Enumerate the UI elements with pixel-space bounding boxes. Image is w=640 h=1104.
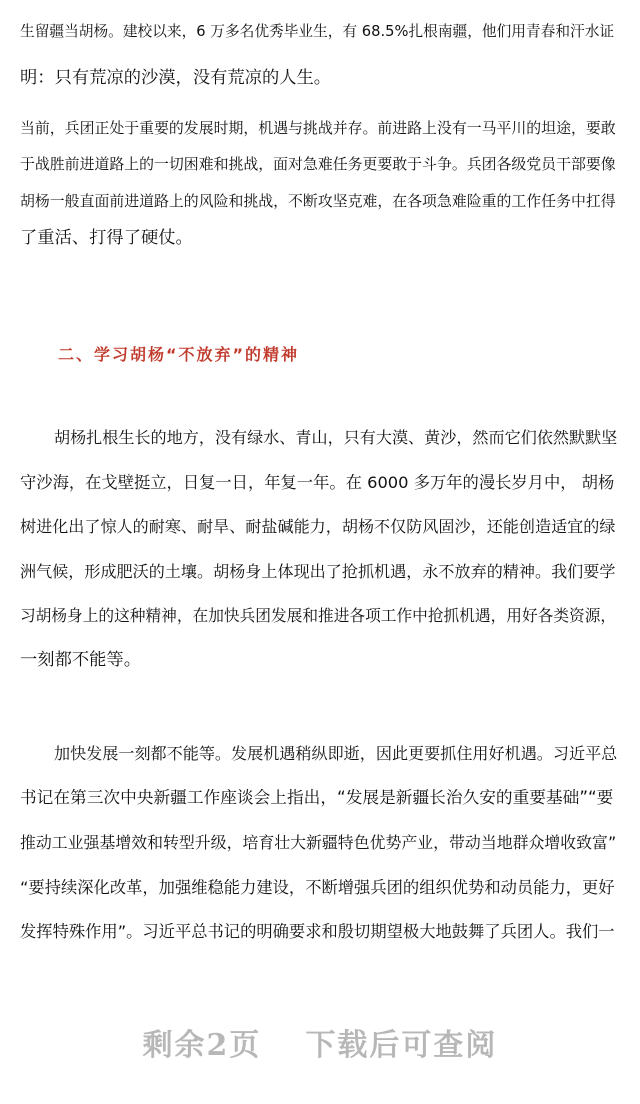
paragraph-3-line-1: 胡杨扎根生长的地方，没有绿水、青山，只有大漠、黄沙，然而它们依然默默坚 xyxy=(54,428,618,447)
paragraph-3-line-6: 一刻都不能等。 xyxy=(20,650,141,670)
paragraph-2-line-2: 于战胜前进道路上的一切困难和挑战，面对急难任务更要敢于斗争。兵团各级党员干部要像 xyxy=(20,155,616,173)
paragraph-3-line-2: 守沙海，在戈壁挺立，日复一日，年复一年。在 6000 多万年的漫长岁月中， 胡杨 xyxy=(20,473,615,492)
paragraph-3-line-5: 习胡杨身上的这种精神，在加快兵团发展和推进各项工作中抢抓机遇，用好各类资源， xyxy=(20,606,617,625)
paragraph-2-line-3: 胡杨一般直面前进道路上的风险和挑战，不断攻坚克难，在各项急难险重的工作任务中扛得 xyxy=(20,192,616,210)
paragraph-2-line-4: 了重活、打得了硬仗。 xyxy=(20,228,193,248)
section-heading: 二、学习胡杨“不放弃”的精神 xyxy=(58,345,300,364)
paragraph-4-line-5: 发挥特殊作用”。习近平总书记的明确要求和殷切期望极大地鼓舞了兵团人。我们一 xyxy=(20,922,615,941)
remaining-pages-text: 剩余2页 xyxy=(142,1028,262,1063)
paragraph-2-line-1: 当前，兵团正处于重要的发展时期，机遇与挑战并存。前进路上没有一马平川的坦途，要敢 xyxy=(20,119,616,137)
paragraph-1-line-1: 生留疆当胡杨。建校以来，6 万多名优秀毕业生，有 68.5%扎根南疆，他们用青春和汗水证 xyxy=(20,23,615,40)
paragraph-4-line-3: 推动工业强基增效和转型升级，培育壮大新疆特色优势产业，带动当地群众增收致富” xyxy=(20,833,617,852)
paragraph-4-line-2: 书记在第三次中央新疆工作座谈会上指出，“发展是新疆长治久安的重要基础”“要 xyxy=(20,787,614,807)
download-to-view-text: 下载后可查阅 xyxy=(305,1028,498,1063)
paragraph-3-line-4: 洲气候，形成肥沃的土壤。胡杨身上体现出了抢抓机遇，永不放弃的精神。我们要学 xyxy=(20,562,616,581)
paragraph-4-line-1: 加快发展一刻都不能等。发展机遇稍纵即逝，因此更要抓住用好机遇。习近平总 xyxy=(54,744,618,763)
download-more-banner[interactable] xyxy=(0,1020,640,1064)
paragraph-3-line-3: 树进化出了惊人的耐寒、耐旱、耐盐碱能力，胡杨不仅防风固沙，还能创造适宜的绿 xyxy=(20,517,616,536)
paragraph-4-line-4: “要持续深化改革，加强维稳能力建设，不断增强兵团的组织优势和动员能力，更好 xyxy=(20,878,615,897)
paragraph-1-line-2: 明：只有荒凉的沙漠，没有荒凉的人生。 xyxy=(20,68,332,88)
